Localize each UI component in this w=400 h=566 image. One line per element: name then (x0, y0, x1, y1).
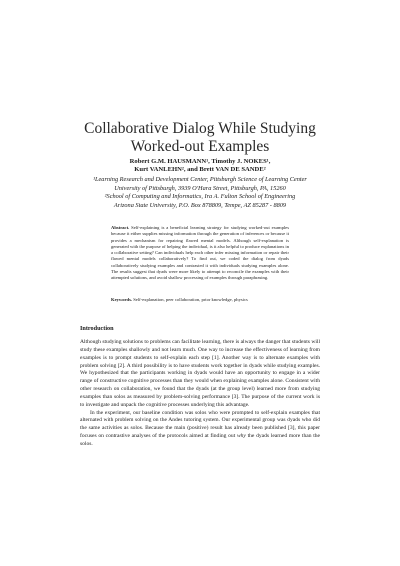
keywords (111, 297, 289, 303)
abstract-text: Self-explaining is a beneficial learning strategy for studying worked-out examples because it either supplies missing information through the generation of inferences or because it provides a mechanism for repairing flawed mental models. Although self-explanation is generated with the purpose of helping the individual, is it also helpful to produce explanations in a collaborative setting? Can individuals help each other infer missing information or repair their flawed mental models collaboratively? To find out, we coded the dialog from dyads collaboratively studying examples and contrasted it with individuals studying examples alone. The results suggest that dyads were more likely to attempt to reconcile the examples with their attempted solutions, and avoid shallow processing of examples through paraphrasing. (111, 225, 289, 281)
author-list (70, 158, 330, 174)
paper-title (60, 120, 340, 156)
paragraph-2-emphasis: why (236, 433, 246, 440)
paragraph-2-start: In the experiment, our baseline condition was solos who were prompted to self-explain examples that alternated with problem solving on the Andes tutoring system. Our experimental group was dyads who did the same activities as solos. Because the main (positive) result has already been published [3], this paper focuses on contrastive analyses of the protocols aimed at finding out (80, 409, 320, 440)
paragraph-1: Although studying solutions to problems can facilitate learning, there is always the danger that students will study these examples shallowly and not learn much. One way to increase the effectiveness of learning from examples is to prompt students to self-explain each step [1]. Another way is to alternate examples with problem solving [2]. A third possibility is to have students work together in dyads while studying examples. We hypothesized that the participants working in dyads would have an opportunity to engage in a wider range of constructive cognitive processes than they would when explaining examples alone. Consistent with other research on collaboration, we found that the dyads (at the group level) learned more from studying examples than solos as measured by problem-solving performance [3]. The purpose of the current work is to investigate and unpack the cognitive processes underlying this advantage. (80, 339, 320, 408)
authors-line-2: Kurt VANLEHN², and Brett VAN DE SANDE² (134, 166, 266, 174)
keywords-label: Keywords. (111, 297, 133, 302)
paragraph-2-end: the dyads learned more than the solos. (80, 433, 320, 447)
section-heading: Introduction (80, 325, 114, 332)
affiliations (55, 176, 345, 210)
affiliation-line: University of Pittsburgh, 3939 O'Hara Street, Pittsburgh, PA, 15260 (114, 184, 286, 192)
paragraph-2 (80, 410, 320, 449)
title-line-2: Worked-out Examples (130, 138, 270, 155)
keywords-text: Self-explanation, peer collaboration, prior knowledge, physics (133, 297, 248, 302)
abstract-label: Abstract. (111, 225, 130, 230)
abstract (111, 225, 289, 282)
authors-line-1: Robert G.M. HAUSMANN¹, Timothy J. NOKES¹, (129, 158, 271, 165)
affiliation-line: Arizona State University, P.O. Box 878809, Tempe, AZ 85287 - 8809 (113, 201, 287, 209)
title-line-1: Collaborative Dialog While Studying (84, 120, 316, 137)
body-text (80, 339, 320, 449)
affiliation-line: ¹Learning Research and Development Center, Pittsburgh Science of Learning Center (93, 176, 307, 183)
affiliation-line: ²School of Computing and Informatics, Ira A. Fulton School of Engineering (104, 193, 296, 201)
